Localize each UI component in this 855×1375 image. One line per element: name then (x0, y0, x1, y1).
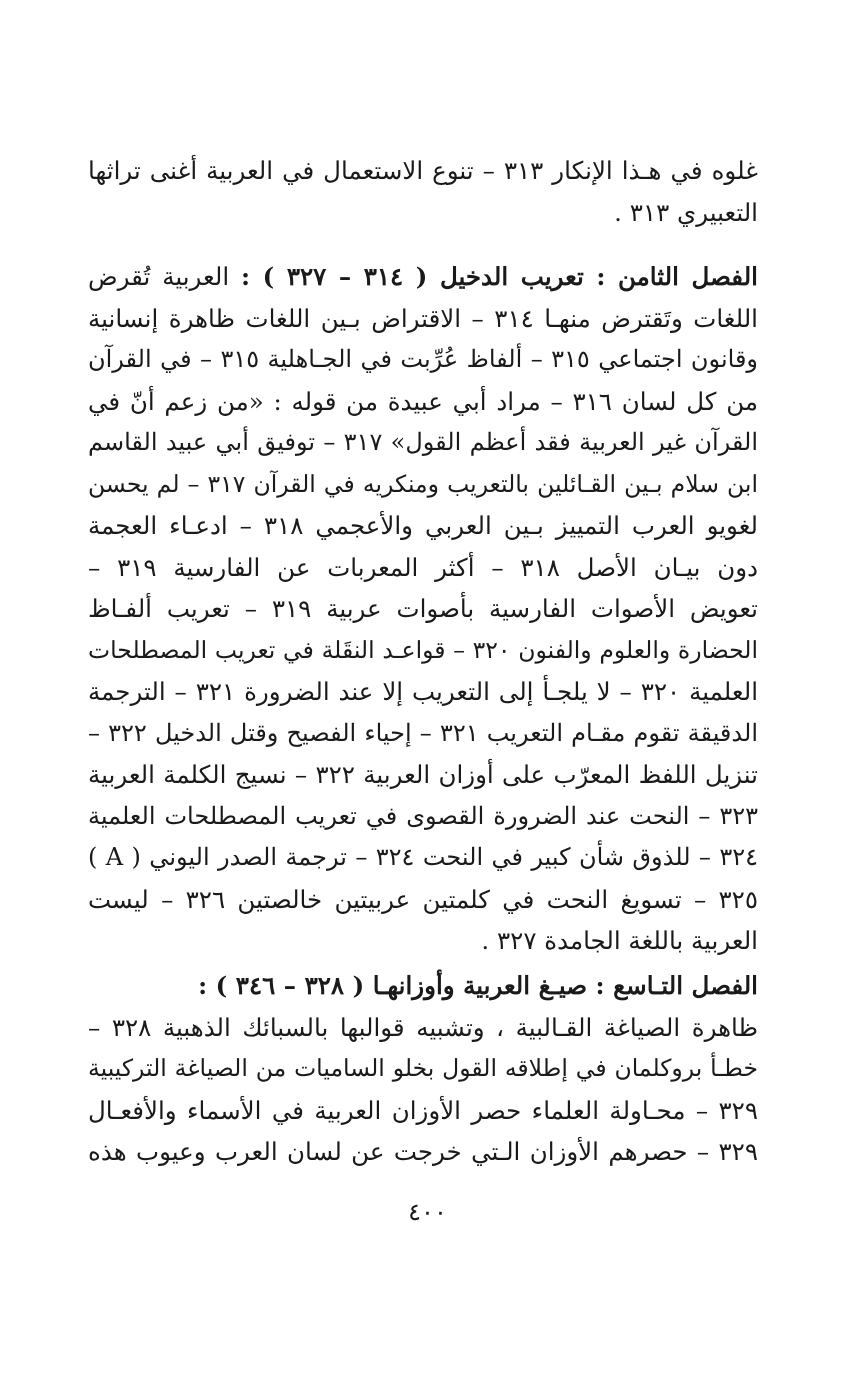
text-line: اللغات وتَقترض منهـا ٣١٤ – الاقتراض بـين اللغات ظاهرة إنسانية (88, 303, 758, 333)
text-line: خطـأ بروكلمان في إطلاقه القول بخلو الساميات من الصياغة التركيبية (88, 1054, 758, 1082)
chapter-9-heading: الفصل التـاسع : صيـغ العربية وأوزانهـا ( ٣٢٨ – ٣٤٦ ) : (198, 971, 758, 1000)
page-number: ٤٠٠ (408, 1198, 447, 1226)
text-line: ٣٢٩ – محـاولة العلماء حصر الأوزان العربية في الأسماء والأفعـال (88, 1095, 758, 1125)
text-line: لغويو العرب التمييز بـين العربي والأعجمي ٣١٨ – ادعـاء العجمة (88, 511, 758, 540)
chapter-8-heading: الفصل الثامن : تعريب الدخيل ( ٣١٤ – ٣٢٧ ) : (241, 262, 758, 291)
text-line: العربية باللغة الجامدة ٣٢٧ . (481, 926, 758, 955)
paragraph-chapter-7-end (88, 150, 758, 233)
text-line: ظاهرة الصياغة القـالبية ، وتشبيه قوالبها بالسبائك الذهبية ٣٢٨ – (88, 1012, 758, 1042)
text-line: القرآن غير العربية فقد أعظم القول» ٣١٧ – توفيق أبي عبيد القاسم (88, 428, 758, 456)
text-line: دون بيـان الأصل ٣١٨ – أكثر المعربات عن الفارسية ٣١٩ – (88, 552, 758, 582)
text-line: التعبيري ٣١٣ . (614, 197, 758, 227)
text-line: الحضارة والعلوم والفنون ٣٢٠ – قواعـد النقَلة في تعريب المصطلحات (88, 635, 758, 664)
text-line: ٣٢٣ – النحت عند الضرورة القصوى في تعريب المصطلحات العلمية (88, 801, 758, 830)
text-line: ابن سلام بـين القـائلين بالتعريب ومنكريه في القرآن ٣١٧ – لم يحسن (88, 469, 758, 498)
text-line: تنزيل اللفظ المعرّب على أوزان العربية ٣٢٢ – نسيج الكلمة العربية (88, 760, 759, 789)
paragraph-chapter-8 (88, 256, 758, 962)
text-line: غلوه في هـذا الإنكار ٣١٣ – تنوع الاستعمال في العربية أغنى تراثها (88, 156, 758, 185)
text-line: ٣٢٥ – تسويغ النحت في كلمتين عربيتين خالصتين ٣٢٦ – ليست (88, 884, 758, 914)
text-line: ٣٢٤ – للذوق شأن كبير في النحت ٣٢٤ – ترجمة الصدر اليوني ( A ) (88, 843, 758, 871)
chapter-8-heading-rest: العربية تُقرض (88, 262, 230, 291)
text-line: من كل لسان ٣١٦ – مراد أبي عبيدة من قوله : «من زعم أنّ في (88, 386, 758, 416)
text-line: تعويض الأصوات الفارسية بأصوات عربية ٣١٩ – تعريب ألفـاظ (88, 594, 758, 623)
text-line: ٣٢٩ – حصرهم الأوزان الـتي خرجت عن لسان العرب وعيوب هذه (88, 1137, 758, 1166)
text-line: الدقيقة تقوم مقـام التعريب ٣٢١ – إحياء الفصيح وقتل الدخيل ٣٢٢ – (88, 718, 758, 747)
text-line: العلمية ٣٢٠ – لا يلجـأ إلى التعريب إلا عند الضرورة ٣٢١ – الترجمة (88, 677, 759, 706)
paragraph-chapter-9 (88, 965, 758, 1173)
text-line: وقانون اجتماعي ٣١٥ – ألفاظ عُرِّبت في الجـاهلية ٣١٥ – في القرآن (88, 345, 759, 373)
chapter-heading-line (88, 256, 758, 298)
